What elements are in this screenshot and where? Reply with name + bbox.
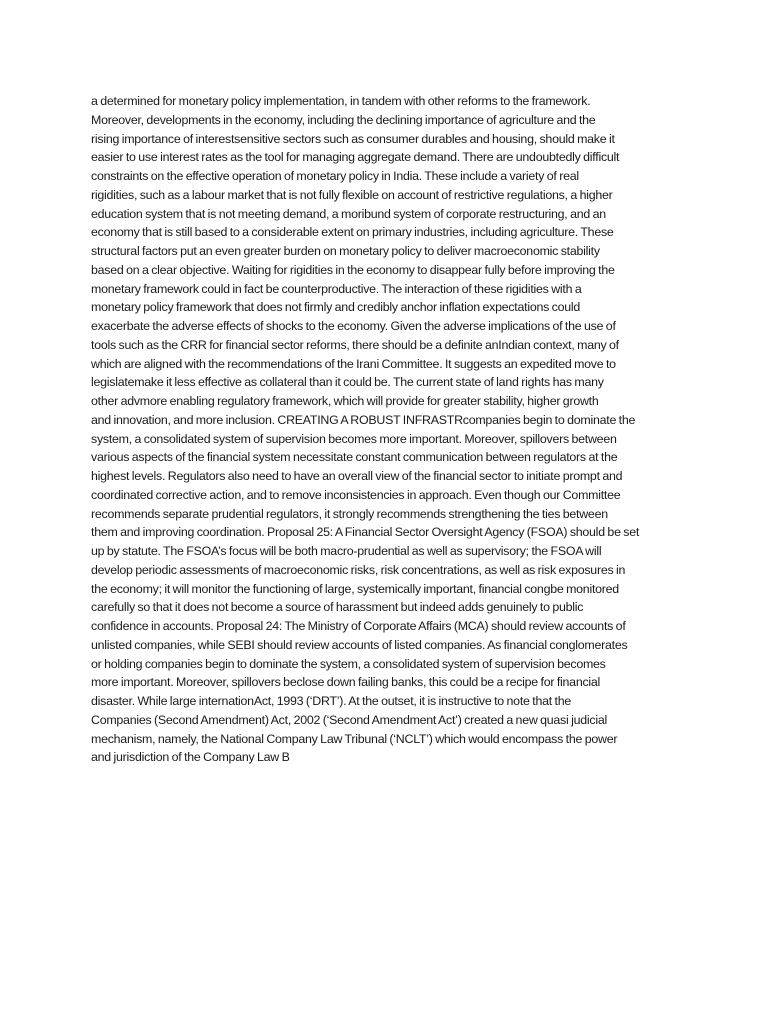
text-line: disaster. While large internationAct, 1993 (‘DRT’). At the outset, it is instructive to note that the	[91, 694, 571, 708]
text-line: Moreover, developments in the economy, including the declining importance of agriculture and the	[91, 112, 596, 127]
text-line: system, a consolidated system of supervision becomes more important. Moreover, spillovers between	[91, 431, 617, 446]
text-line: structural factors put an even greater burden on monetary policy to deliver macroeconomic stability	[91, 244, 600, 258]
text-line: rising importance of interestsensitive sectors such as consumer durables and housing, should make it	[91, 131, 615, 146]
text-line: monetary framework could in fact be counterproductive. The interaction of these rigidities with a	[91, 281, 582, 296]
text-line: and jurisdiction of the Company Law B	[91, 750, 290, 765]
text-line: highest levels. Regulators also need to have an overall view of the financial sector to initiate prompt and	[91, 469, 623, 483]
text-line: constraints on the effective operation of monetary policy in India. These include a variety of real	[91, 169, 579, 183]
text-line: other advmore enabling regulatory framework, which will provide for greater stability, higher growth	[91, 394, 599, 408]
text-line: up by statute. The FSOA’s focus will be both macro-prudential as well as supervisory; the FSOA will	[91, 544, 602, 558]
text-line: legislatemake it less effective as collateral than it could be. The current state of land rights has many	[91, 375, 604, 390]
text-line: monetary policy framework that does not firmly and credibly anchor inflation expectations could	[91, 300, 581, 315]
text-line: which are aligned with the recommendations of the Irani Committee. It suggests an expedited move to	[91, 356, 616, 371]
text-line: rigidities, such as a labour market that is not fully flexible on account of restrictive regulations, a higher	[91, 187, 613, 202]
body-paragraph	[91, 92, 691, 767]
text-line: economy that is still based to a considerable extent on primary industries, including agriculture. These	[91, 225, 614, 240]
text-line: a determined for monetary policy implementation, in tandem with other reforms to the framework.	[91, 94, 591, 108]
text-line: recommends separate prudential regulators, it strongly recommends strengthening the ties between	[91, 506, 608, 521]
text-line: mechanism, namely, the National Company Law Tribunal (‘NCLT’) which would encompass the power	[91, 731, 618, 746]
text-line: and innovation, and more inclusion. CREATING A ROBUST INFRASTRcompanies begin to dominate the	[91, 412, 636, 427]
text-line: various aspects of the financial system necessitate constant communication between regulators at the	[91, 450, 618, 465]
text-line: tools such as the CRR for financial sector reforms, there should be a definite anIndian context, many of	[91, 337, 619, 352]
text-line: easier to use interest rates as the tool for managing aggregate demand. There are undoubtedly difficult	[91, 150, 620, 165]
text-line: confidence in accounts. Proposal 24: The Ministry of Corporate Affairs (MCA) should review accounts of	[91, 619, 626, 633]
text-line: education system that is not meeting demand, a moribund system of corporate restructuring, and an	[91, 206, 606, 221]
text-line: coordinated corrective action, and to remove inconsistencies in approach. Even though our Committee	[91, 487, 621, 502]
text-line: exacerbate the adverse effects of shocks to the economy. Given the adverse implications of the use of	[91, 319, 616, 333]
text-line: more important. Moreover, spillovers beclose down failing banks, this could be a recipe for financial	[91, 675, 601, 690]
text-line: unlisted companies, while SEBI should review accounts of listed companies. As financial conglomerates	[91, 637, 628, 652]
text-line: or holding companies begin to dominate the system, a consolidated system of supervision becomes	[91, 656, 606, 671]
text-line: Companies (Second Amendment) Act, 2002 (‘Second Amendment Act’) created a new quasi judicial	[91, 712, 607, 727]
text-line: carefully so that it does not become a source of harassment but indeed adds genuinely to public	[91, 600, 584, 615]
text-line: based on a clear objective. Waiting for rigidities in the economy to disappear fully before improving the	[91, 262, 615, 277]
text-line: them and improving coordination. Proposal 25: A Financial Sector Oversight Agency (FSOA) should be set	[91, 525, 640, 540]
text-line: develop periodic assessments of macroeconomic risks, risk concentrations, as well as risk exposures in	[91, 562, 626, 577]
text-line: the economy; it will monitor the functioning of large, systemically important, financial congbe monitored	[91, 581, 619, 596]
